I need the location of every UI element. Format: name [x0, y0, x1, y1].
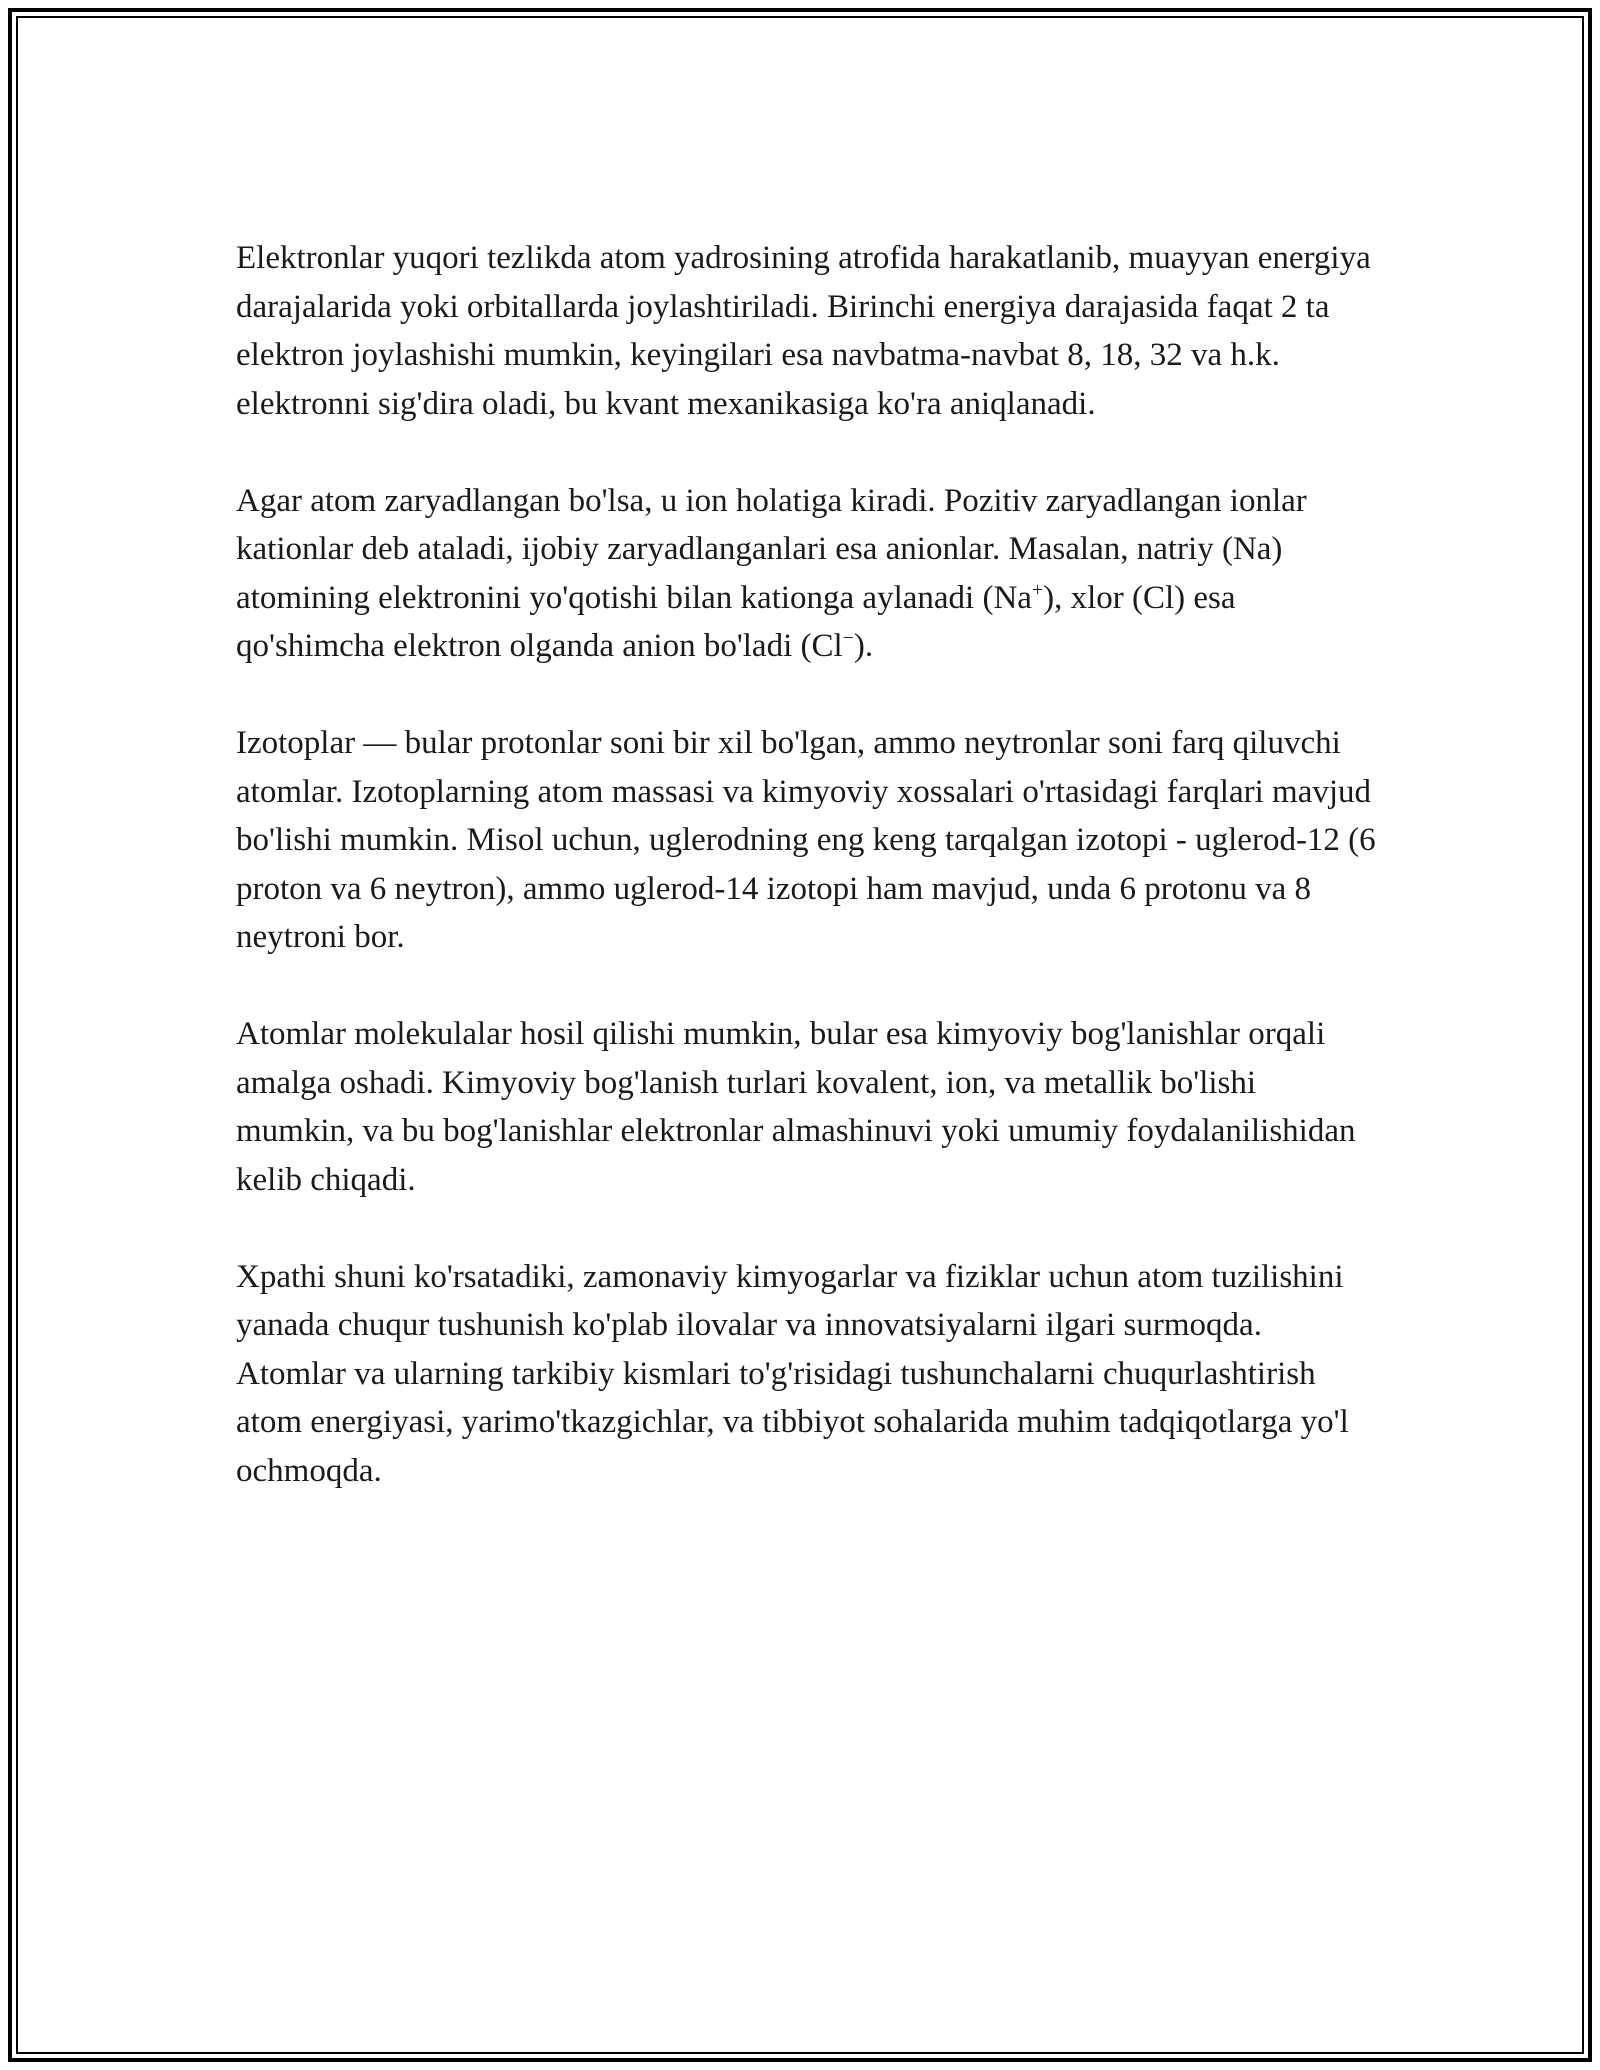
paragraph-ions-text-1: Agar atom zaryadlangan bo'lsa, u ion holatiga kiradi. Pozitiv zaryadlangan ionlar kationlar deb ataladi, ijobiy zaryadlanganlari esa anionlar. Masalan, natriy (Na) atomining elektronini yo'qotishi bilan kationga aylanadi (Na: [236, 482, 1307, 616]
paragraph-isotopes: Izotoplar — bular protonlar soni bir xil bo'lgan, ammo neytronlar soni farq qiluvchi atomlar. Izotoplarning atom massasi va kimyoviy xossalari o'rtasidagi farqlari mavjud bo'lishi mumkin. Misol uchun, uglerodning eng keng tarqalgan izotopi - uglerod-12 (6 proton va 6 neytron), ammo uglerod-14 izotopi ham mavjud, unda 6 protonu va 8 neytroni bor.: [236, 725, 1376, 955]
paragraph-ions-text-2: ), xlor (Cl) esa qo'shimcha elektron olganda anion bo'ladi (Cl: [236, 579, 1236, 664]
paragraph-ions: [236, 477, 1376, 671]
sodium-charge-superscript: +: [1031, 578, 1044, 601]
paragraph-conclusion: Xpathi shuni ko'rsatadiki, zamonaviy kimyogarlar va fiziklar uchun atom tuzilishini yanada chuqur tushunish ko'plab ilovalar va innovatsiyalarni ilgari surmoqda. Atomlar va ularning tarkibiy kismlari to'g'risidagi tushunchalarni chuqurlashtirish atom energiyasi, yarimo'tkazgichlar, va tibbiyot sohalarida muhim tadqiqotlarga yo'l ochmoqda.: [236, 1258, 1349, 1489]
document-body: [236, 234, 1376, 1544]
paragraph-molecules: Atomlar molekulalar hosil qilishi mumkin, bular esa kimyoviy bog'lanishlar orqali amalga oshadi. Kimyoviy bog'lanish turlari kovalent, ion, va metallik bo'lishi mumkin, va bu bog'lanishlar elektronlar almashinuvi yoki umumiy foydalanilishidan kelib chiqadi.: [236, 1016, 1356, 1198]
paragraph-ions-text-3: ).: [853, 628, 874, 664]
chlorine-charge-superscript: −: [842, 627, 854, 649]
paragraph-electrons: Elektronlar yuqori tezlikda atom yadrosining atrofida harakatlanib, muayyan energiya darajalarida yoki orbitallarda joylashtiriladi. Birinchi energiya darajasida faqat 2 ta elektron joylashishi mumkin, keyingilari esa navbatma-navbat 8, 18, 32 va h.k. elektronni sig'dira oladi, bu kvant mexanikasiga ko'ra aniqlanadi.: [236, 240, 1371, 422]
